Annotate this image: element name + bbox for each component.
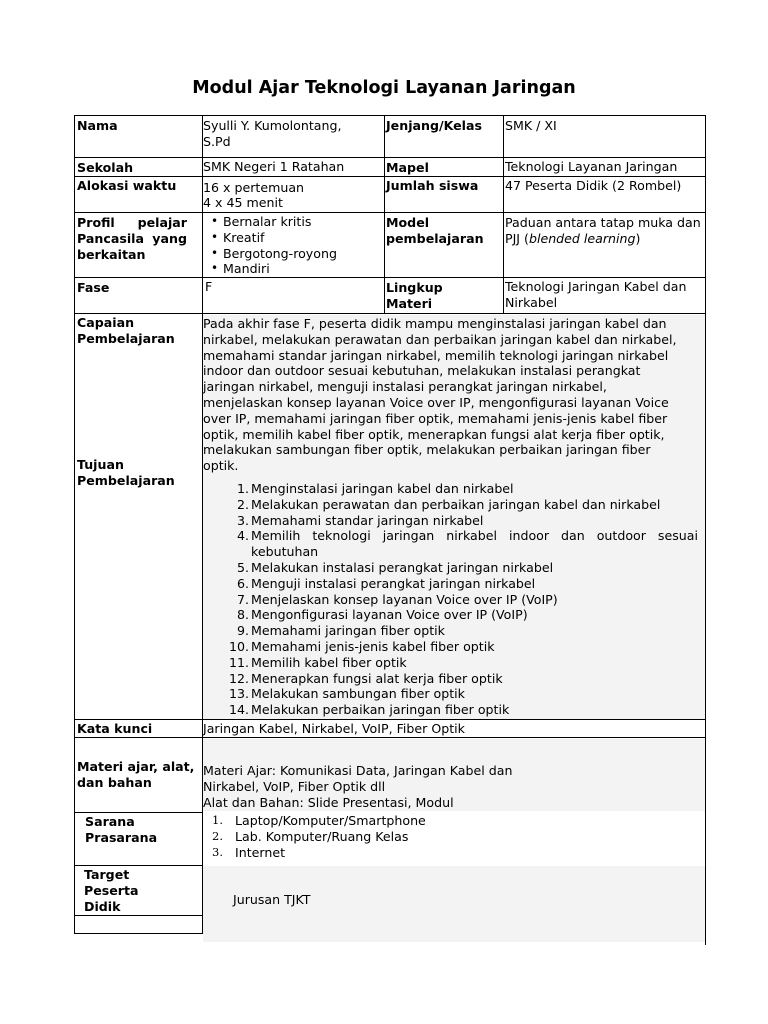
tujuan-label: Tujuan Pembelajaran <box>77 457 175 488</box>
nama-label: Nama <box>77 118 118 133</box>
rule-fase <box>74 313 706 314</box>
rule-kata-kunci <box>74 737 706 738</box>
tujuan-item: 6. Menguji instalasi perangkat jaringan nirkabel <box>236 575 536 591</box>
capaian-label: Capaian Pembelajaran <box>77 315 175 346</box>
rule-alokasi <box>74 212 706 213</box>
materi-line2: Alat dan Bahan: Slide Presentasi, Modul <box>203 795 454 810</box>
tujuan-item: 1. Menginstalasi jaringan kabel dan nirkabel <box>236 481 514 496</box>
document-title: Modul Ajar Teknologi Layanan Jaringan <box>192 78 576 98</box>
mapel-value: Teknologi Layanan Jaringan <box>505 159 678 174</box>
tujuan-item: 11. Memilih kabel fiber optik <box>228 654 407 670</box>
materi-label: Materi ajar, alat, dan bahan <box>77 759 195 790</box>
target-label: Target Peserta Didik <box>84 867 139 914</box>
alokasi-label: Alokasi waktu <box>77 178 177 193</box>
nama-value: Syulli Y. Kumolontang, S.Pd <box>203 118 342 149</box>
kata-kunci-label: Kata kunci <box>77 721 153 736</box>
profil-item: • Mandiri <box>205 261 337 277</box>
tujuan-item: 4. Memilih teknologi jaringan nirkabel indoor dan outdoor sesuai kebutuhan <box>236 528 698 560</box>
rule-col2 <box>384 115 385 314</box>
target-value: Jurusan TJKT <box>233 892 311 907</box>
model-value <box>505 215 703 247</box>
jenjang-label: Jenjang/Kelas <box>386 118 482 133</box>
rule-right <box>705 115 706 945</box>
rule-sekolah <box>74 176 706 177</box>
sarana-item: 2. Lab. Komputer/Ruang Kelas <box>212 828 409 844</box>
rule-col3 <box>503 115 504 314</box>
mapel-label: Mapel <box>386 160 429 175</box>
rule-sarana <box>74 865 203 866</box>
profil-item: • Bernalar kritis <box>205 214 337 230</box>
fase-value: F <box>205 279 213 294</box>
sarana-list <box>203 813 426 860</box>
tujuan-list <box>204 481 698 718</box>
module-table <box>74 115 706 945</box>
model-label: Model pembelajaran <box>386 215 484 246</box>
model-value-italic: blended learning <box>528 230 636 246</box>
tujuan-item: 13. Melakukan sambungan fiber optik <box>228 686 465 702</box>
rule-nama <box>74 157 706 158</box>
sarana-item: 3. Internet <box>212 844 286 860</box>
capaian-text: Pada akhir fase F, peserta didik mampu menginstalasi jaringan kabel dan nirkabel, melakukan perawatan dan perbaikan jaringan kabel dan nirkabel, memahami standar jaringan nirkabel, memilih teknologi jaringan nirkabel indoor dan outdoor sesuai kebutuhan, melakukan instalasi perangkat jaringan nirkabel, menguji instalasi perangkat jaringan nirkabel, menjelaskan konsep layanan Voice over IP, mengonfigurasi layanan Voice over IP, memahami jaringan fiber optik, memahami jenis-jenis kabel fiber optik, memilih kabel fiber optik, menerapkan fungsi alat kerja fiber optik, melakukan sambungan fiber optik, melakukan perbaikan jaringan fiber optik. <box>203 316 677 474</box>
model-value-suffix: ) <box>635 230 641 246</box>
model-value-prefix: Paduan antara tatap muka dan PJJ ( <box>505 215 701 246</box>
tujuan-item: 8. Mengonfigurasi layanan Voice over IP (VoIP) <box>236 607 528 623</box>
tujuan-item: 3. Memahami standar jaringan nirkabel <box>236 512 484 528</box>
alokasi-line2: 4 x 45 menit <box>203 195 283 210</box>
rule-left <box>74 115 75 934</box>
sarana-label: Sarana Prasarana <box>85 814 158 845</box>
profil-item: • Kreatif <box>205 230 337 246</box>
jenjang-value: SMK / XI <box>505 118 557 133</box>
tujuan-item: 12. Menerapkan fungsi alat kerja fiber optik <box>228 670 503 686</box>
tujuan-item: 10. Memahami jenis-jenis kabel fiber optik <box>228 638 495 654</box>
rule-profil <box>74 277 706 278</box>
alokasi-line1: 16 x pertemuan <box>203 180 305 195</box>
jumlah-siswa-label: Jumlah siswa <box>386 178 479 193</box>
tujuan-item: 5. Melakukan instalasi perangkat jaringan nirkabel <box>236 559 554 575</box>
profil-item: • Bergotong-royong <box>205 246 337 262</box>
rule-col1 <box>202 115 203 934</box>
rule-target <box>74 915 203 916</box>
lingkup-value: Teknologi Jaringan Kabel dan Nirkabel <box>505 279 687 310</box>
profil-list <box>205 214 337 277</box>
tujuan-item: 7. Menjelaskan konsep layanan Voice over IP (VoIP) <box>236 591 558 607</box>
tujuan-item: 14. Melakukan perbaikan jaringan fiber optik <box>228 702 510 718</box>
kata-kunci-value: Jaringan Kabel, Nirkabel, VoIP, Fiber Optik <box>203 721 465 736</box>
sekolah-label: Sekolah <box>77 160 134 175</box>
lingkup-label: Lingkup Materi <box>386 280 443 311</box>
tujuan-item: 9. Memahami jaringan fiber optik <box>236 623 445 639</box>
sarana-item: 1. Laptop/Komputer/Smartphone <box>212 813 426 828</box>
fase-label: Fase <box>77 280 110 295</box>
jumlah-siswa-value: 47 Peserta Didik (2 Rombel) <box>505 178 682 193</box>
rule-top <box>74 115 706 116</box>
rule-bottom <box>74 933 203 934</box>
tujuan-item: 2. Melakukan perawatan dan perbaikan jaringan kabel dan nirkabel <box>236 496 661 512</box>
profil-label: Profil pelajar Pancasila yang berkaitan <box>77 215 187 262</box>
rule-materi <box>74 812 203 813</box>
sekolah-value: SMK Negeri 1 Ratahan <box>203 159 345 174</box>
rule-tujuan <box>74 719 706 720</box>
materi-line1: Materi Ajar: Komunikasi Data, Jaringan Kabel dan Nirkabel, VoIP, Fiber Optik dll <box>203 763 513 794</box>
